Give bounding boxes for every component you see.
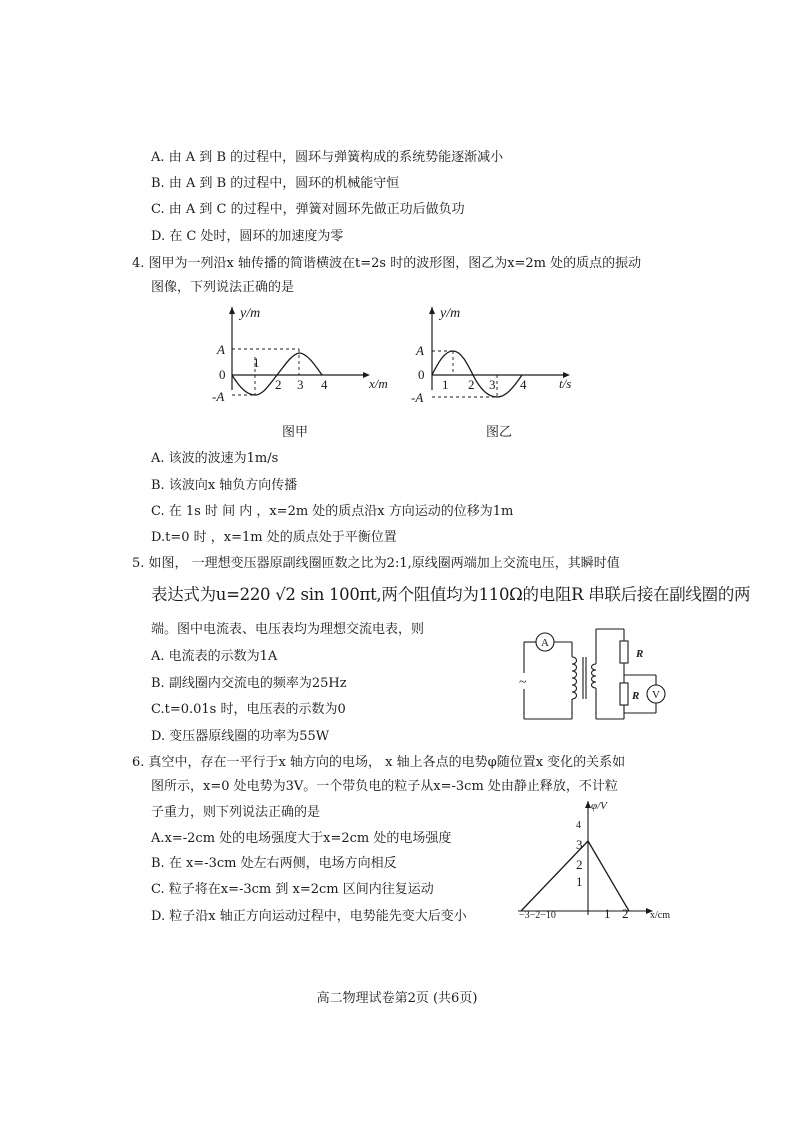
q5-option-b: B. 副线圈内交流电的频率为25Hz bbox=[151, 676, 347, 691]
q4a-x-tick-1: 1 bbox=[253, 355, 260, 370]
ammeter-label: A bbox=[541, 637, 549, 649]
q4a-y-tick-neg-a: -A bbox=[212, 389, 225, 404]
q4-option-d: D.t=0 时 ，x=1m 处的质点处于平衡位置 bbox=[151, 530, 397, 545]
q6-x-tick-2: 2 bbox=[622, 906, 629, 921]
q6-option-b: B. 在 x=-3cm 处左右两侧，电场方向相反 bbox=[151, 856, 397, 871]
q4b-y-tick-0: 0 bbox=[418, 367, 425, 382]
q6-y-tick-1: 1 bbox=[576, 874, 583, 889]
q5-circuit-diagram bbox=[516, 627, 672, 723]
q6-stem-line2: 图所示，x=0 处电势为3V。一个带负电的粒子从x=-3cm 处由静止释放，不计粒 bbox=[151, 779, 618, 794]
q5-stem-line1: 5. 如图， 一理想变压器原副线圈匝数之比为2:1,原线圈两端加上交流电压，其瞬时值 bbox=[132, 556, 620, 571]
q4-stem-line2: 图像，下列说法正确的是 bbox=[151, 280, 295, 295]
q4-graph-b-caption: 图乙 bbox=[486, 425, 513, 440]
q4b-x-tick-1: 1 bbox=[442, 377, 449, 392]
q4a-x-tick-3: 3 bbox=[297, 377, 304, 392]
resistor-bottom-label: R bbox=[632, 690, 640, 702]
q5-stem-line3: 端。图中电流表、电压表均为理想交流电表，则 bbox=[151, 622, 425, 637]
q3-option-a: A. 由 A 到 B 的过程中，圆环与弹簧构成的系统势能逐渐减小 bbox=[151, 150, 504, 165]
resistor-bottom bbox=[620, 683, 628, 705]
resistor-top bbox=[620, 641, 628, 663]
q4a-x-label: x/m bbox=[369, 376, 388, 391]
q5-option-a: A. 电流表的示数为1A bbox=[151, 649, 278, 664]
page-footer: 高二物理试卷第2页 (共6页) bbox=[316, 991, 478, 1006]
q4-graph-a bbox=[205, 305, 388, 405]
q4-graph-b bbox=[405, 305, 585, 405]
voltmeter-label: V bbox=[652, 689, 660, 701]
q4a-x-tick-4: 4 bbox=[321, 377, 328, 392]
q6-potential-graph bbox=[516, 797, 676, 922]
potential-curve bbox=[521, 841, 629, 911]
secondary-coil-icon bbox=[592, 664, 597, 688]
q4b-x-tick-4: 4 bbox=[520, 377, 527, 392]
q4-option-b: B. 该波向x 轴负方向传播 bbox=[151, 478, 298, 493]
q4a-x-tick-2: 2 bbox=[275, 377, 282, 392]
q4-option-c: C. 在 1s 时 间 内 ，x=2m 处的质点沿x 方向运动的位移为1m bbox=[151, 504, 514, 519]
q6-x-label: x/cm bbox=[650, 910, 670, 921]
q6-x-tick-1: 1 bbox=[604, 906, 611, 921]
q6-y-tick-3: 3 bbox=[576, 837, 583, 852]
q6-option-d: D. 粒子沿x 轴正方向运动过程中，电势能先变大后变小 bbox=[151, 909, 467, 924]
q6-option-a: A.x=-2cm 处的电场强度大于x=2cm 处的电场强度 bbox=[151, 831, 452, 846]
q6-stem-line1: 6. 真空中，存在一平行于x 轴方向的电场， x 轴上各点的电势φ随位置x 变化的关系如 bbox=[132, 755, 626, 770]
q6-y-tick-2: 2 bbox=[576, 857, 583, 872]
q5-option-c: C.t=0.01s 时，电压表的示数为0 bbox=[151, 702, 346, 717]
q6-stem-line3: 子重力，则下列说法正确的是 bbox=[151, 805, 321, 820]
q3-option-d: D. 在 C 处时，圆环的加速度为零 bbox=[151, 229, 344, 244]
q4b-x-tick-2: 2 bbox=[468, 377, 475, 392]
q4b-y-tick-a: A bbox=[416, 343, 424, 358]
resistor-top-label: R bbox=[636, 648, 644, 660]
q4a-y-label: y/m bbox=[240, 306, 261, 321]
q4-option-a: A. 该波的波速为1m/s bbox=[151, 451, 279, 466]
q4-stem-line1: 4. 图甲为一列沿x 轴传播的简谐横波在t=2s 时的波形图，图乙为x=2m 处的质点的振动 bbox=[132, 256, 642, 271]
q4b-y-label: y/m bbox=[440, 306, 461, 321]
q5-option-d: D. 变压器原线圈的功率为55W bbox=[151, 729, 330, 744]
q3-option-b: B. 由 A 到 B 的过程中，圆环的机械能守恒 bbox=[151, 176, 400, 191]
q4a-y-tick-a: A bbox=[217, 342, 225, 357]
primary-coil-icon bbox=[572, 657, 577, 699]
q4a-y-tick-0: 0 bbox=[219, 367, 226, 382]
q4b-x-label: t/s bbox=[559, 376, 572, 391]
q4b-y-tick-neg-a: -A bbox=[411, 390, 424, 405]
q6-x-ticks-left: −3−2−10 bbox=[519, 910, 556, 921]
q6-y-tick-4: 4 bbox=[576, 820, 581, 831]
q6-y-label: φ/V bbox=[591, 800, 607, 812]
q3-option-c: C. 由 A 到 C 的过程中，弹簧对圆环先做正功后做负功 bbox=[151, 202, 465, 217]
q6-option-c: C. 粒子将在x=-3cm 到 x=2cm 区间内往复运动 bbox=[151, 882, 434, 897]
q4b-x-tick-3: 3 bbox=[489, 377, 496, 392]
q5-stem-line2: 表达式为u=220 √2 sin 100πt,两个阻值均为110Ω的电阻R 串联后接在副线圈的两 bbox=[151, 585, 751, 604]
q4-graph-a-caption: 图甲 bbox=[282, 425, 309, 440]
ac-source-icon: ~ bbox=[519, 675, 527, 690]
